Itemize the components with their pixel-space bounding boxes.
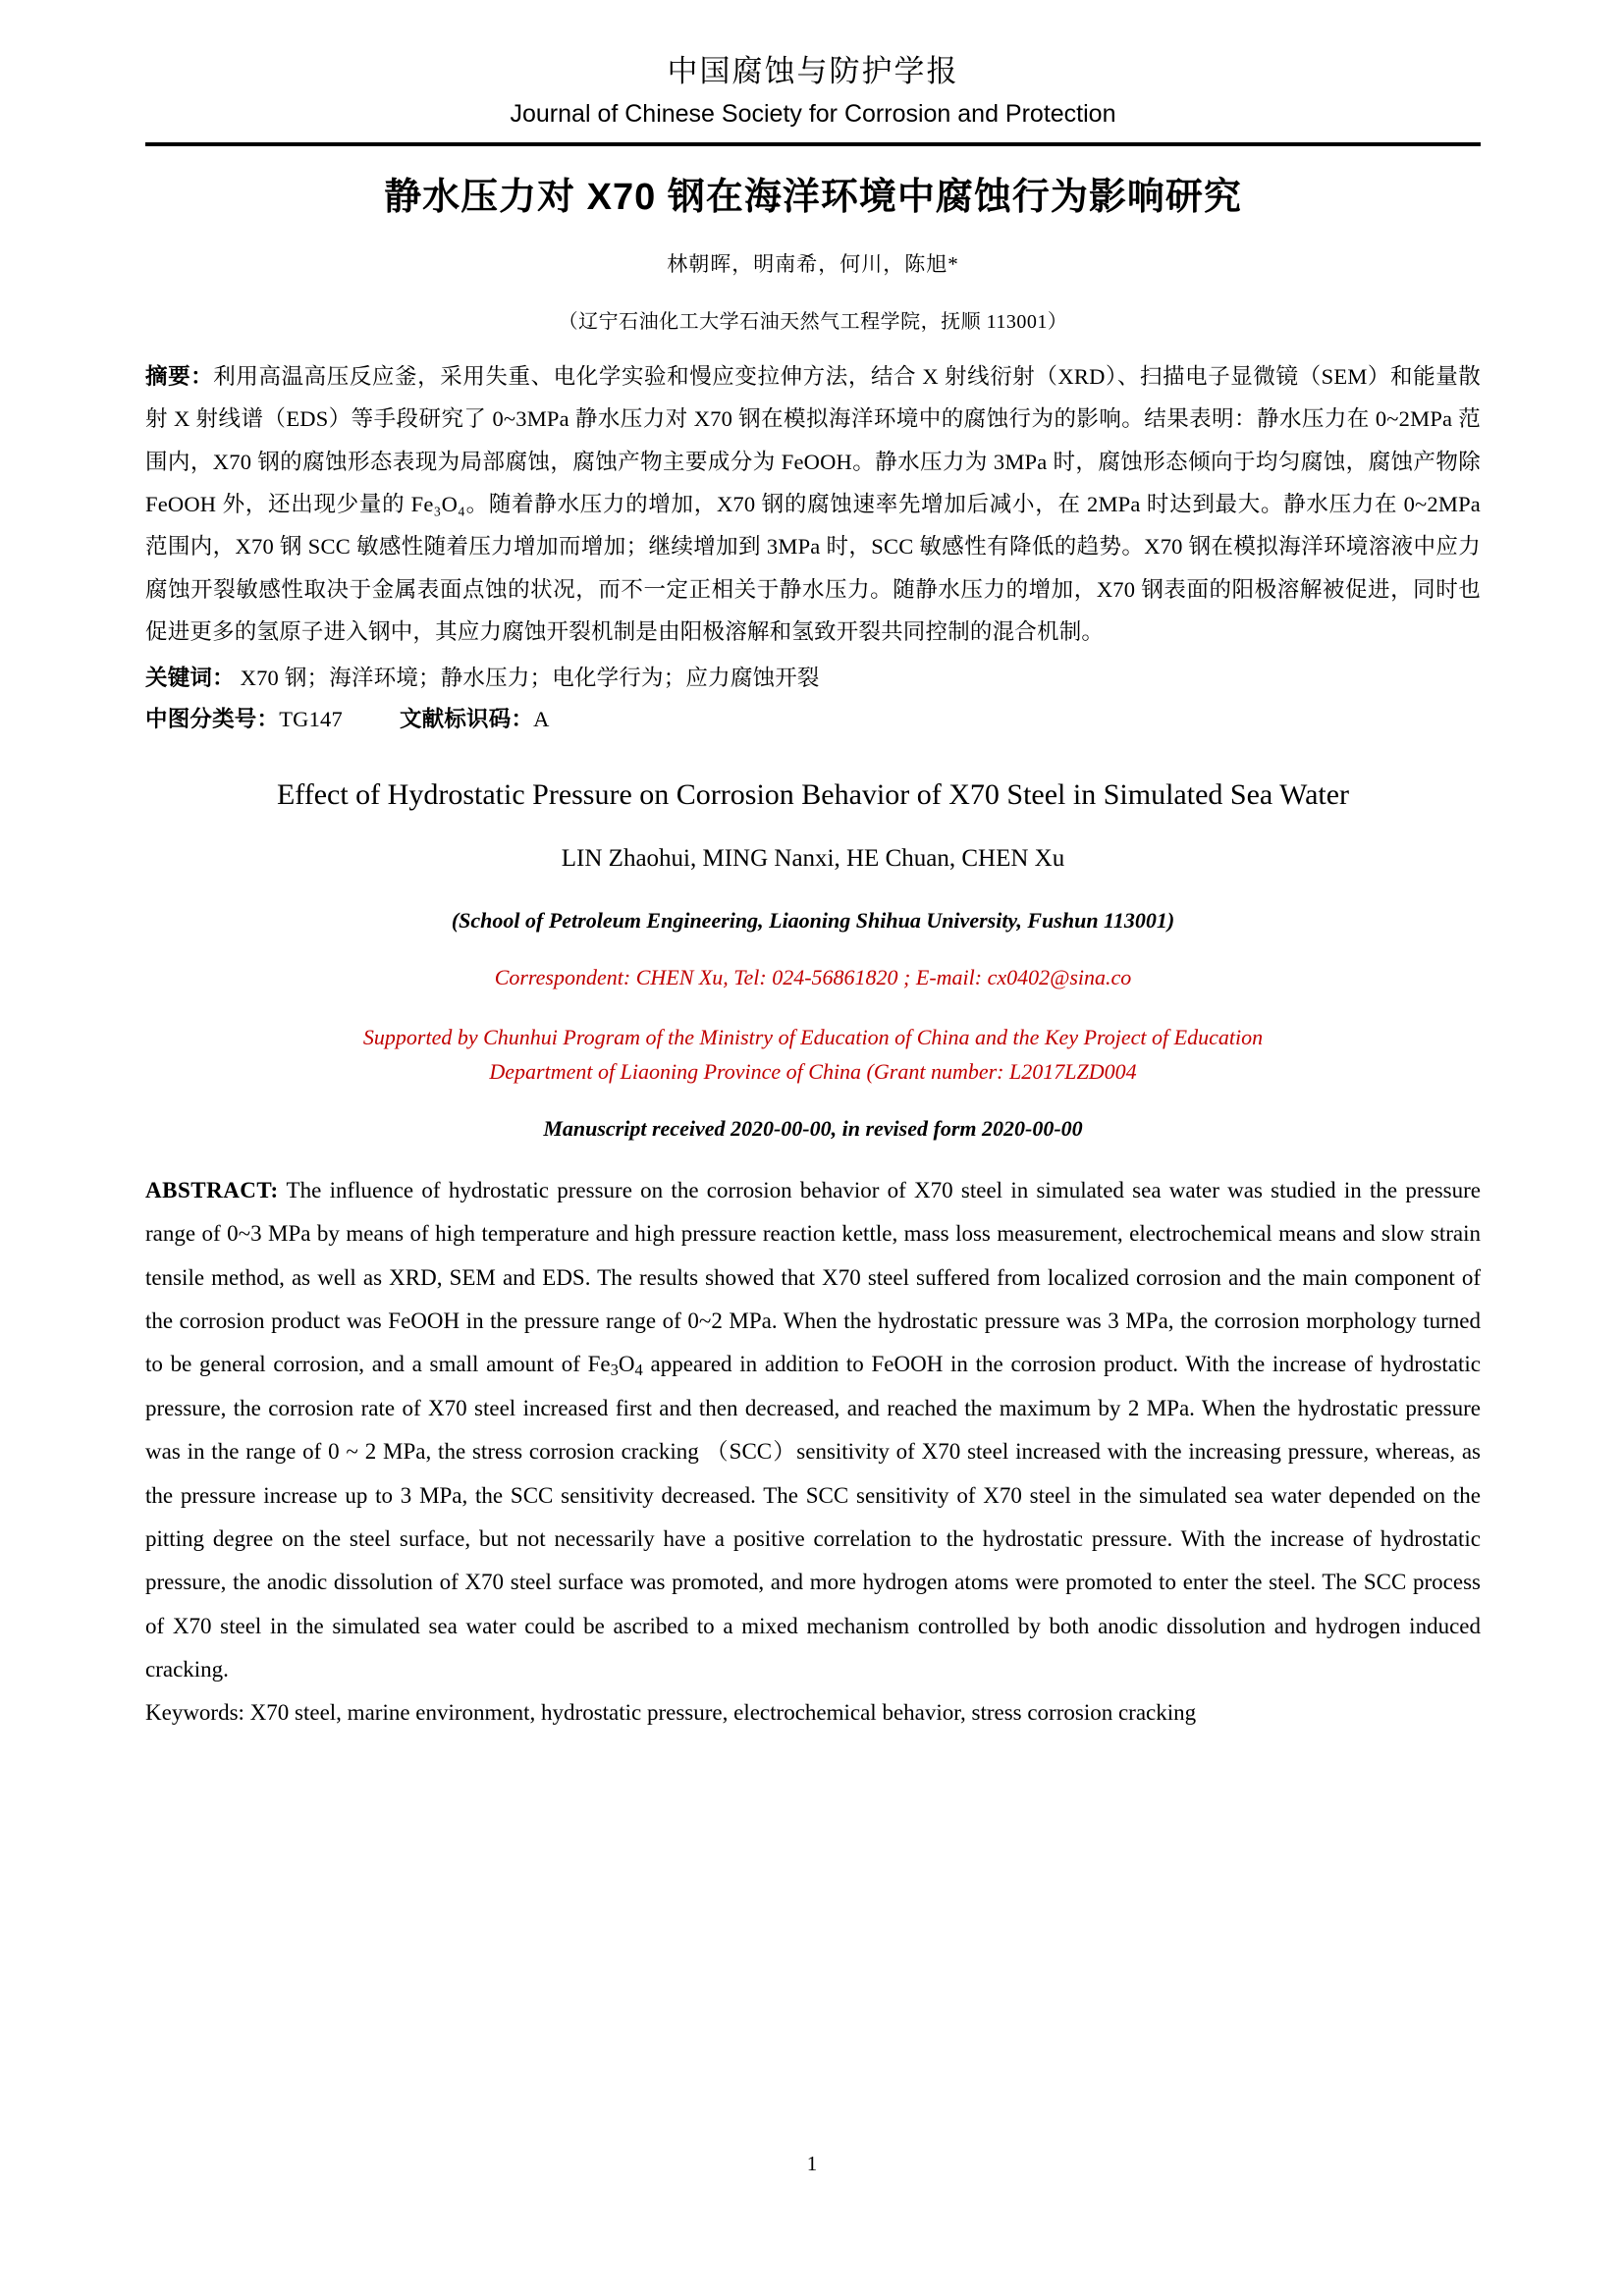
page-title-chinese: 静水压力对 X70 钢在海洋环境中腐蚀行为影响研究: [384, 177, 1242, 219]
affiliation-english: (School of Petroleum Engineering, Liaoning Shihua University, Fushun 113001): [451, 907, 1175, 933]
funding-line-2: Department of Liaoning Province of China (Grant number: L2017LZD004: [489, 1058, 1137, 1084]
keywords-chinese: [145, 658, 1481, 700]
abstract-subscript-3: 3: [610, 1361, 619, 1380]
document-code-value: A: [533, 707, 550, 732]
authors-english: LIN Zhaohui, MING Nanxi, HE Chuan, CHEN Xu: [561, 844, 1065, 872]
page-title-english: Effect of Hydrostatic Pressure on Corrosion Behavior of X70 Steel in Simulated Sea Water: [276, 778, 1350, 812]
abstract-chinese-label: 摘要：: [145, 363, 214, 389]
page-number: 1: [806, 2152, 818, 2175]
keywords-chinese-label: 关键词：: [145, 665, 235, 690]
clc-label: 中图分类号：: [145, 707, 280, 732]
manuscript-received-line: Manuscript received 2020-00-00, in revised form 2020-00-00: [543, 1115, 1083, 1141]
page-content: [145, 0, 1481, 1735]
abstract-english-part-1: The influence of hydrostatic pressure on the corrosion behavior of X70 steel in simulated sea water was studied in the pressure range of 0~3 MPa by means of high temperature and high pressure reaction kettle, mass loss measurement, electrochemical means and slow strain tensile method, as well as XRD, SEM and EDS. The results showed that X70 steel suffered from localized corrosion and the main component of the corrosion product was FeOOH in the pressure range of 0~2 MPa. When the hydrostatic pressure was 3 MPa, the corrosion morphology turned to be general corrosion, and a small amount of Fe: [145, 1177, 1481, 1377]
document-code-label: 文献标识码：: [399, 707, 534, 732]
abstract-subscript-4: 4: [634, 1361, 643, 1380]
clc-value: TG147: [279, 707, 343, 732]
abstract-oxygen-symbol: O: [618, 1352, 635, 1377]
authors-chinese: 林朝晖，明南希，何川，陈旭*: [667, 251, 959, 276]
abstract-chinese-body: 利用高温高压反应釜，采用失重、电化学实验和慢应变拉伸方法，结合 X 射线衍射（XRD）、扫描电子显微镜（SEM）和能量散射 X 射线谱（EDS）等手段研究了 0~3MPa 静水压力对 X70 钢在模拟海洋环境中的腐蚀行为的影响。结果表明：静水压力在 0~2MPa 范围内，X70 钢的腐蚀形态表现为局部腐蚀，腐蚀产物主要成分为 FeOOH。静水压力为 3MPa 时，腐蚀形态倾向于均匀腐蚀，腐蚀产物除 FeOOH 外，还出现少量的 Fe₃O₄。随着静水压力的增加，X70 钢的腐蚀速率先增加后减小，在 2MPa 时达到最大。静水压力在 0~2MPa 范围内，X70 钢 SCC 敏感性随着压力增加而增加；继续增加到 3MPa 时，SCC 敏感性有降低的趋势。X70 钢在模拟海洋环境溶液中应力腐蚀开裂敏感性取决于金属表面点蚀的状况，而不一定正相关于静水压力。随静水压力的增加，X70 钢表面的阳极溶解被促进，同时也促进更多的氢原子进入钢中，其应力腐蚀开裂机制是由阳极溶解和氢致开裂共同控制的混合机制。: [145, 363, 1481, 645]
funding-statement: [145, 1020, 1481, 1089]
abstract-chinese: [145, 355, 1481, 654]
abstract-english-label: ABSTRACT:: [145, 1177, 279, 1202]
keywords-english: Keywords: X70 steel, marine environment, hydrostatic pressure, electrochemical behavior, stress corrosion cracking: [145, 1700, 1197, 1726]
abstract-english: [145, 1169, 1481, 1692]
funding-line-1: Supported by Chunhui Program of the Ministry of Education of China and the Key Project of Education: [362, 1024, 1264, 1049]
journal-masthead: [145, 0, 1481, 133]
abstract-english-part-2: appeared in addition to FeOOH in the corrosion product. With the increase of hydrostatic pressure, the corrosion rate of X70 steel increased first and then decreased, and reached the maximum by 2 MPa. When the hydrostatic pressure was in the range of 0 ~ 2 MPa, the stress corrosion cracking （SCC）sensitivity of X70 steel increased with the increasing pressure, whereas, as the pressure increase up to 3 MPa, the SCC sensitivity decreased. The SCC sensitivity of X70 steel in the simulated sea water depended on the pitting degree on the steel surface, but not necessarily have a positive correlation to the hydrostatic pressure. With the increase of hydrostatic pressure, the anodic dissolution of X70 steel surface was promoted, and more hydrogen atoms were promoted to enter the steel. The SCC process of X70 steel in the simulated sea water could be ascribed to a mixed mechanism controlled by both anodic dissolution and hydrogen induced cracking.: [145, 1352, 1481, 1682]
masthead-divider: [145, 142, 1481, 146]
affiliation-chinese: （辽宁石油化工大学石油天然气工程学院，抚顺 113001）: [558, 310, 1068, 333]
journal-title-chinese: 中国腐蚀与防护学报: [667, 54, 959, 88]
correspondent-line: Correspondent: CHEN Xu, Tel: 024-56861820 ; E-mail: cx0402@sina.co: [494, 964, 1132, 989]
keywords-chinese-body: X70 钢；海洋环境；静水压力；电化学行为；应力腐蚀开裂: [240, 665, 820, 690]
journal-title-english: Journal of Chinese Society for Corrosion and Protection: [510, 99, 1116, 128]
classification-chinese: [145, 699, 1481, 741]
